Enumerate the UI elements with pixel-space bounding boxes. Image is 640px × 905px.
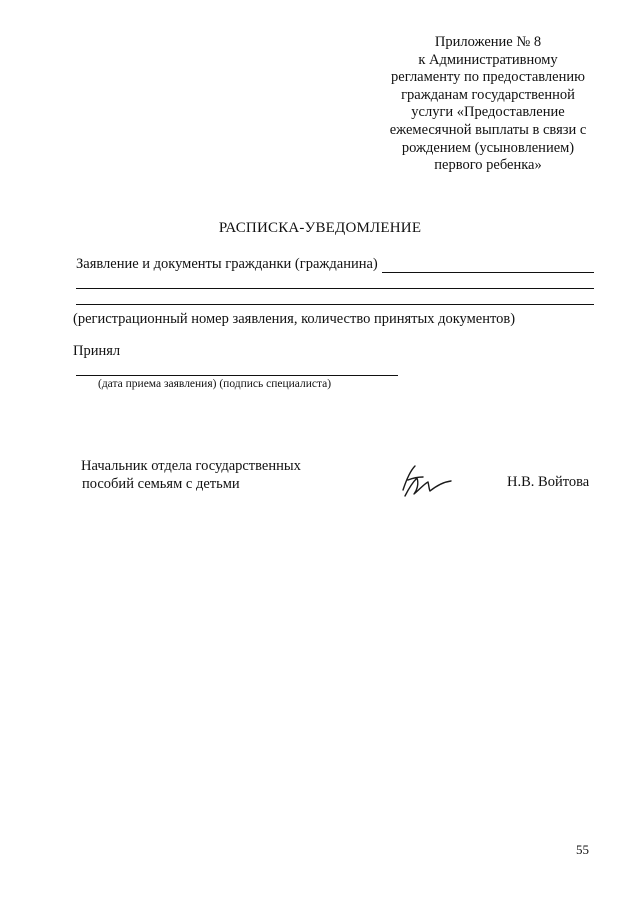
appendix-line: рождением (усыновлением)	[401, 139, 575, 156]
accepted-blank-line	[76, 375, 398, 376]
appendix-line: Приложение № 8	[434, 34, 542, 50]
official-position	[81, 458, 301, 493]
appendix-line: услуги «Предоставление	[411, 104, 565, 121]
registration-blank-line	[76, 304, 594, 305]
accepted-label: Принял	[73, 343, 121, 359]
applicant-continuation-line	[76, 288, 594, 289]
appendix-header	[372, 34, 604, 175]
handwritten-signature	[393, 460, 453, 500]
applicant-name-blank	[382, 258, 594, 273]
accepted-caption: (дата приема заявления) (подпись специалиста)	[98, 378, 332, 390]
document-title: РАСПИСКА-УВЕДОМЛЕНИЕ	[218, 220, 422, 236]
appendix-line: гражданам государственной	[401, 86, 575, 103]
page-number: 55	[576, 842, 589, 857]
position-line: пособий семьям с детьми	[82, 475, 240, 492]
appendix-line: регламенту по предоставлению	[391, 69, 585, 86]
appendix-line: к Административному	[418, 51, 558, 68]
applicant-row	[76, 256, 594, 273]
signer-name: Н.В. Войтова	[507, 474, 590, 490]
position-line: Начальник отдела государственных	[81, 458, 301, 474]
registration-caption: (регистрационный номер заявления, количество принятых документов)	[73, 311, 516, 327]
applicant-label: Заявление и документы гражданки (гражданина)	[76, 256, 378, 272]
appendix-line: первого ребенка»	[434, 157, 542, 174]
appendix-line: ежемесячной выплаты в связи с	[389, 121, 587, 138]
